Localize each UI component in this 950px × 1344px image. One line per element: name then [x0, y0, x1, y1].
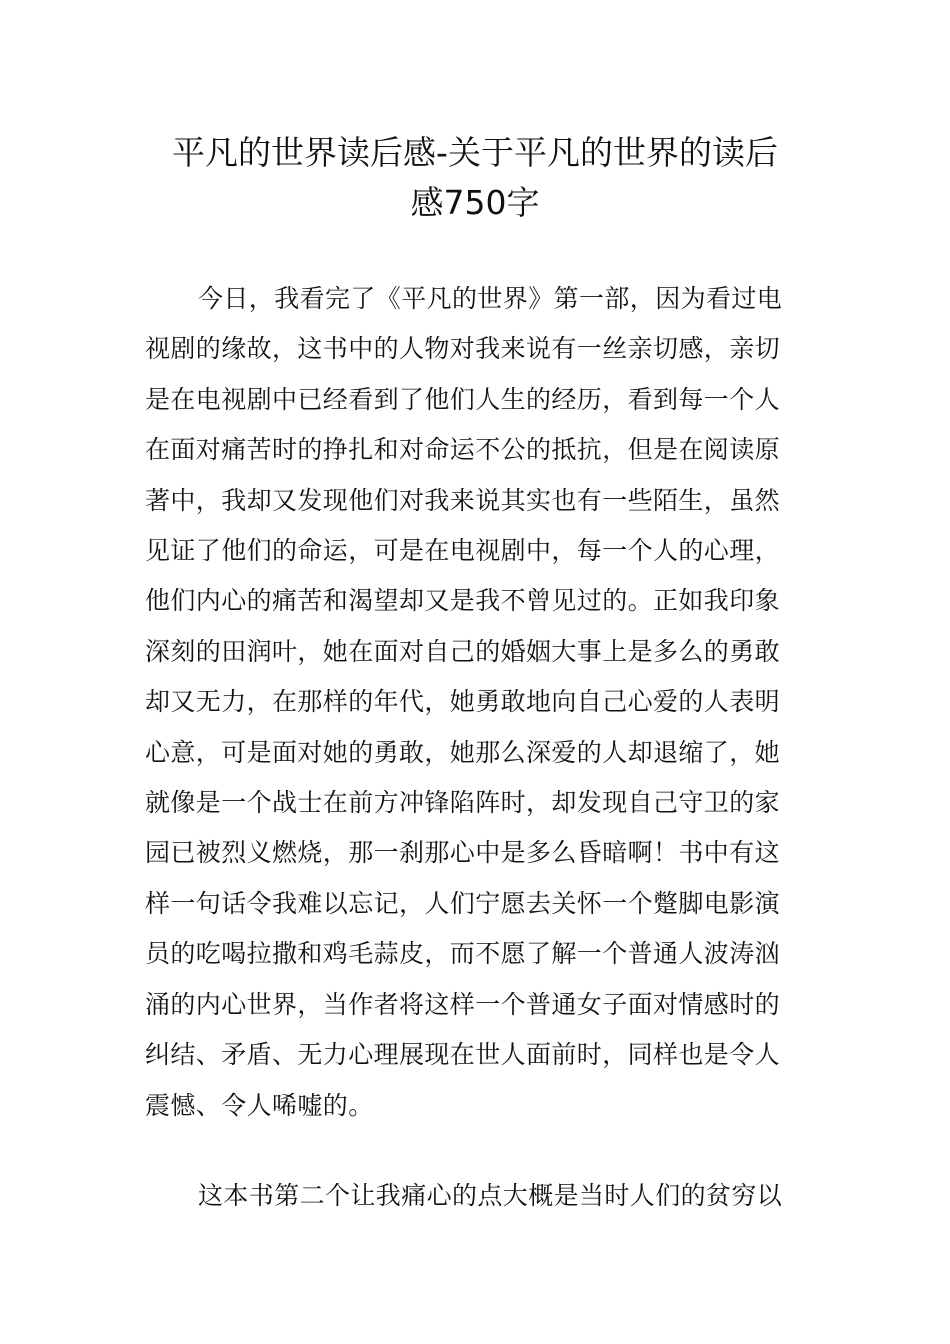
paragraph-line: 却又无力，在那样的年代，她勇敢地向自己心爱的人表明: [145, 687, 781, 717]
paragraph-line: 震憾、令人唏嘘的。: [145, 1090, 374, 1120]
paragraph-line: 见证了他们的命运，可是在电视剧中，每一个人的心理，: [145, 536, 781, 566]
paragraph-line: 他们内心的痛苦和渴望却又是我不曾见过的。正如我印象: [145, 586, 781, 616]
body-paragraph: [145, 274, 805, 1131]
paragraph-line: 这本书第二个让我痛心的点大概是当时人们的贫穷以: [198, 1181, 783, 1210]
title-line: 平凡的世界读后感-关于平凡的世界的读后: [172, 133, 778, 172]
paragraph-line: 涌的内心世界，当作者将这样一个普通女子面对情感时的: [145, 989, 781, 1019]
paragraph-line: 就像是一个战士在前方冲锋陷阵时，却发现自己守卫的家: [145, 788, 781, 818]
title-line: 感750字: [410, 183, 540, 222]
document-title: [145, 128, 805, 228]
paragraph-line: 园已被烈义燃烧，那一刹那心中是多么昏暗啊！书中有这: [145, 838, 781, 868]
paragraph-line: 是在电视剧中已经看到了他们人生的经历，看到每一个人: [145, 384, 781, 414]
paragraph-line: 在面对痛苦时的挣扎和对命运不公的抵抗，但是在阅读原: [145, 435, 781, 465]
paragraph-line: 纠结、矛盾、无力心理展现在世人面前时，同样也是令人: [145, 1040, 781, 1070]
paragraph-line: 今日，我看完了《平凡的世界》第一部，因为看过电: [198, 284, 783, 313]
paragraph-line: 样一句话令我难以忘记，人们宁愿去关怀一个蹩脚电影演: [145, 888, 781, 918]
paragraph-line: 深刻的田润叶，她在面对自己的婚姻大事上是多么的勇敢: [145, 636, 781, 666]
body-paragraph: [145, 1171, 805, 1221]
paragraph-line: 视剧的缘故，这书中的人物对我来说有一丝亲切感，亲切: [145, 334, 781, 364]
paragraph-line: 著中，我却又发现他们对我来说其实也有一些陌生，虽然: [145, 485, 781, 515]
paragraph-line: 心意，可是面对她的勇敢，她那么深爱的人却退缩了，她: [145, 737, 781, 767]
paragraph-line: 员的吃喝拉撒和鸡毛蒜皮，而不愿了解一个普通人波涛汹: [145, 939, 781, 969]
